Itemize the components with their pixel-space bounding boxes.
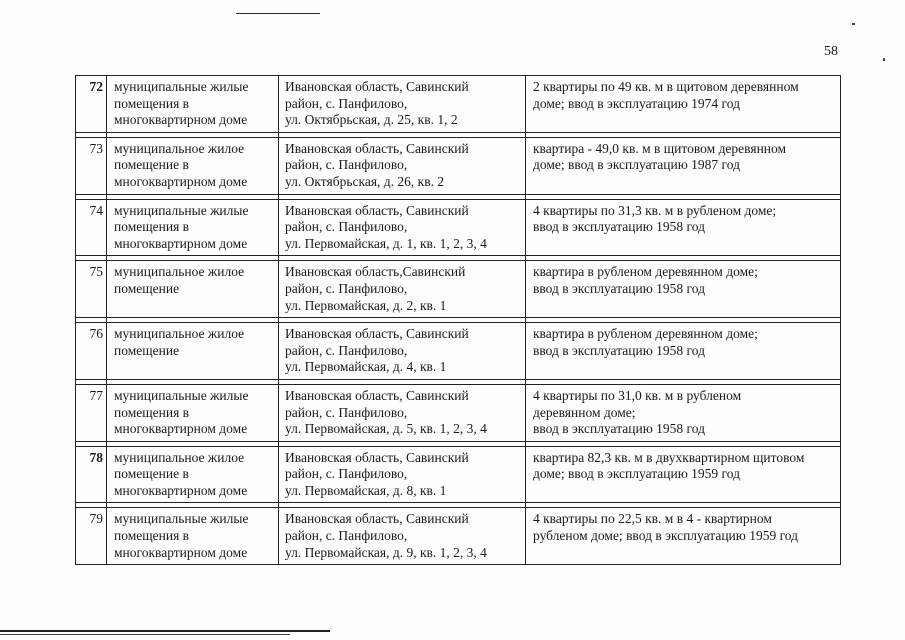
property-type-cell-line: помещения в <box>114 95 190 111</box>
property-type-cell-line: муниципальные жилые <box>114 79 249 94</box>
address-cell-line: район, с. Панфилово, <box>285 280 408 296</box>
address-cell <box>279 446 526 503</box>
row-number-cell <box>76 384 107 441</box>
address-cell <box>279 199 526 256</box>
table-row <box>76 446 841 503</box>
address-cell-line: ул. Первомайская, д. 8, кв. 1 <box>285 482 447 498</box>
row-number-cell-value: 76 <box>89 326 103 342</box>
property-type-cell-line: многоквартирном доме <box>114 421 248 437</box>
table-row <box>76 199 841 256</box>
row-number-cell-value: 73 <box>89 140 103 156</box>
scan-speck <box>883 58 885 61</box>
property-type-cell <box>107 323 279 380</box>
address-cell-line: Ивановская область, Савинский <box>285 511 469 527</box>
description-cell-line: доме; ввод в эксплуатацию 1959 год <box>533 466 740 482</box>
address-cell-line: ул. Октябрьская, д. 25, кв. 1, 2 <box>285 112 458 128</box>
address-cell-line: район, с. Панфилово, <box>285 342 408 358</box>
address-cell-line: Ивановская область, Савинский <box>285 79 469 94</box>
description-cell-line: квартира в рубленом деревянном доме; <box>533 264 758 280</box>
bottom-rule <box>0 630 330 632</box>
address-cell <box>279 76 526 133</box>
property-type-cell-line: многоквартирном доме <box>114 235 248 251</box>
description-cell <box>526 446 841 503</box>
description-cell <box>526 76 841 133</box>
address-cell <box>279 261 526 318</box>
row-number-cell-value: 74 <box>89 202 103 218</box>
description-cell <box>526 199 841 256</box>
description-cell <box>526 323 841 380</box>
address-cell-line: ул. Первомайская, д. 5, кв. 1, 2, 3, 4 <box>285 421 487 437</box>
page-number: 58 <box>824 44 838 59</box>
row-number-cell <box>76 199 107 256</box>
property-type-cell <box>107 384 279 441</box>
description-cell-line: ввод в эксплуатацию 1958 год <box>533 342 705 358</box>
bottom-rule <box>0 634 290 635</box>
property-type-cell-line: многоквартирном доме <box>114 173 248 189</box>
property-type-cell-line: муниципальные жилые <box>114 511 249 527</box>
description-cell-line: 4 квартиры по 31,0 кв. м в рубленом <box>533 387 742 403</box>
address-cell-line: район, с. Панфилово, <box>285 157 408 173</box>
property-type-cell <box>107 137 279 194</box>
description-cell-line: ввод в эксплуатацию 1958 год <box>533 219 705 235</box>
property-type-cell-line: муниципальное жилое <box>114 326 245 342</box>
row-number-cell-value: 77 <box>89 387 103 403</box>
property-type-cell <box>107 446 279 503</box>
description-cell-line: 4 квартиры по 31,3 кв. м в рубленом доме; <box>533 202 777 218</box>
description-cell-line: деревянном доме; <box>533 404 636 420</box>
property-type-cell-line: муниципальное жилое <box>114 449 245 465</box>
property-type-cell-line: помещения в <box>114 219 190 235</box>
address-cell <box>279 323 526 380</box>
address-cell-line: Ивановская область,Савинский <box>285 264 466 280</box>
address-cell-line: ул. Октябрьская, д. 26, кв. 2 <box>285 173 445 189</box>
address-cell-line: ул. Первомайская, д. 9, кв. 1, 2, 3, 4 <box>285 544 487 560</box>
property-type-cell <box>107 76 279 133</box>
property-type-cell-line: помещение <box>114 342 180 358</box>
property-type-cell <box>107 508 279 565</box>
table-row <box>76 261 841 318</box>
row-number-cell-value: 79 <box>89 511 103 527</box>
address-cell-line: Ивановская область, Савинский <box>285 326 469 342</box>
description-cell-line: доме; ввод в эксплуатацию 1987 год <box>533 157 740 173</box>
address-cell <box>279 384 526 441</box>
table-row <box>76 323 841 380</box>
address-cell-line: Ивановская область, Савинский <box>285 140 469 156</box>
row-number-cell <box>76 508 107 565</box>
scan-speck <box>852 23 855 25</box>
address-cell-line: ул. Первомайская, д. 2, кв. 1 <box>285 297 447 313</box>
description-cell-line: квартира 82,3 кв. м в двухквартирном щитовом <box>533 449 805 465</box>
description-cell-line: ввод в эксплуатацию 1958 год <box>533 421 705 437</box>
address-cell <box>279 508 526 565</box>
property-type-cell-line: многоквартирном доме <box>114 544 248 560</box>
property-type-cell-line: многоквартирном доме <box>114 482 248 498</box>
address-cell-line: ул. Первомайская, д. 4, кв. 1 <box>285 359 447 375</box>
address-cell <box>279 137 526 194</box>
description-cell-line: 4 квартиры по 22,5 кв. м в 4 - квартирном <box>533 511 772 527</box>
property-type-cell-line: многоквартирном доме <box>114 112 248 128</box>
property-type-cell <box>107 199 279 256</box>
property-type-cell-line: муниципальные жилые <box>114 387 249 403</box>
description-cell-line: квартира - 49,0 кв. м в щитовом деревянном <box>533 140 787 156</box>
property-type-cell-line: помещения в <box>114 528 190 544</box>
description-cell-line: ввод в эксплуатацию 1958 год <box>533 280 705 296</box>
row-number-cell <box>76 76 107 133</box>
address-cell-line: Ивановская область, Савинский <box>285 202 469 218</box>
description-cell <box>526 261 841 318</box>
description-cell <box>526 137 841 194</box>
address-cell-line: район, с. Панфилово, <box>285 219 408 235</box>
address-cell-line: Ивановская область, Савинский <box>285 449 469 465</box>
row-number-cell-value: 78 <box>89 449 103 465</box>
description-cell <box>526 508 841 565</box>
table-row <box>76 384 841 441</box>
property-type-cell-line: муниципальное жилое <box>114 140 245 156</box>
description-cell <box>526 384 841 441</box>
property-type-cell-line: помещения в <box>114 404 190 420</box>
row-number-cell <box>76 446 107 503</box>
address-cell-line: район, с. Панфилово, <box>285 95 408 111</box>
row-number-cell <box>76 261 107 318</box>
description-cell-line: квартира в рубленом деревянном доме; <box>533 326 758 342</box>
address-cell-line: район, с. Панфилово, <box>285 528 408 544</box>
table-row <box>76 137 841 194</box>
row-number-cell <box>76 137 107 194</box>
property-type-cell-line: муниципальное жилое <box>114 264 245 280</box>
property-registry-table <box>75 75 841 565</box>
top-rule <box>236 13 320 14</box>
property-type-cell-line: муниципальные жилые <box>114 202 249 218</box>
property-type-cell <box>107 261 279 318</box>
address-cell-line: Ивановская область, Савинский <box>285 387 469 403</box>
address-cell-line: ул. Первомайская, д. 1, кв. 1, 2, 3, 4 <box>285 235 487 251</box>
property-type-cell-line: помещение <box>114 280 180 296</box>
address-cell-line: район, с. Панфилово, <box>285 466 408 482</box>
address-cell-line: район, с. Панфилово, <box>285 404 408 420</box>
table-row <box>76 508 841 565</box>
description-cell-line: доме; ввод в эксплуатацию 1974 год <box>533 95 740 111</box>
row-number-cell <box>76 323 107 380</box>
row-number-cell-value: 72 <box>89 79 103 94</box>
table-row <box>76 76 841 133</box>
row-number-cell-value: 75 <box>89 264 103 280</box>
description-cell-line: 2 квартиры по 49 кв. м в щитовом деревянном <box>533 79 799 94</box>
property-type-cell-line: помещение в <box>114 466 189 482</box>
property-type-cell-line: помещение в <box>114 157 189 173</box>
description-cell-line: рубленом доме; ввод в эксплуатацию 1959 год <box>533 528 799 544</box>
